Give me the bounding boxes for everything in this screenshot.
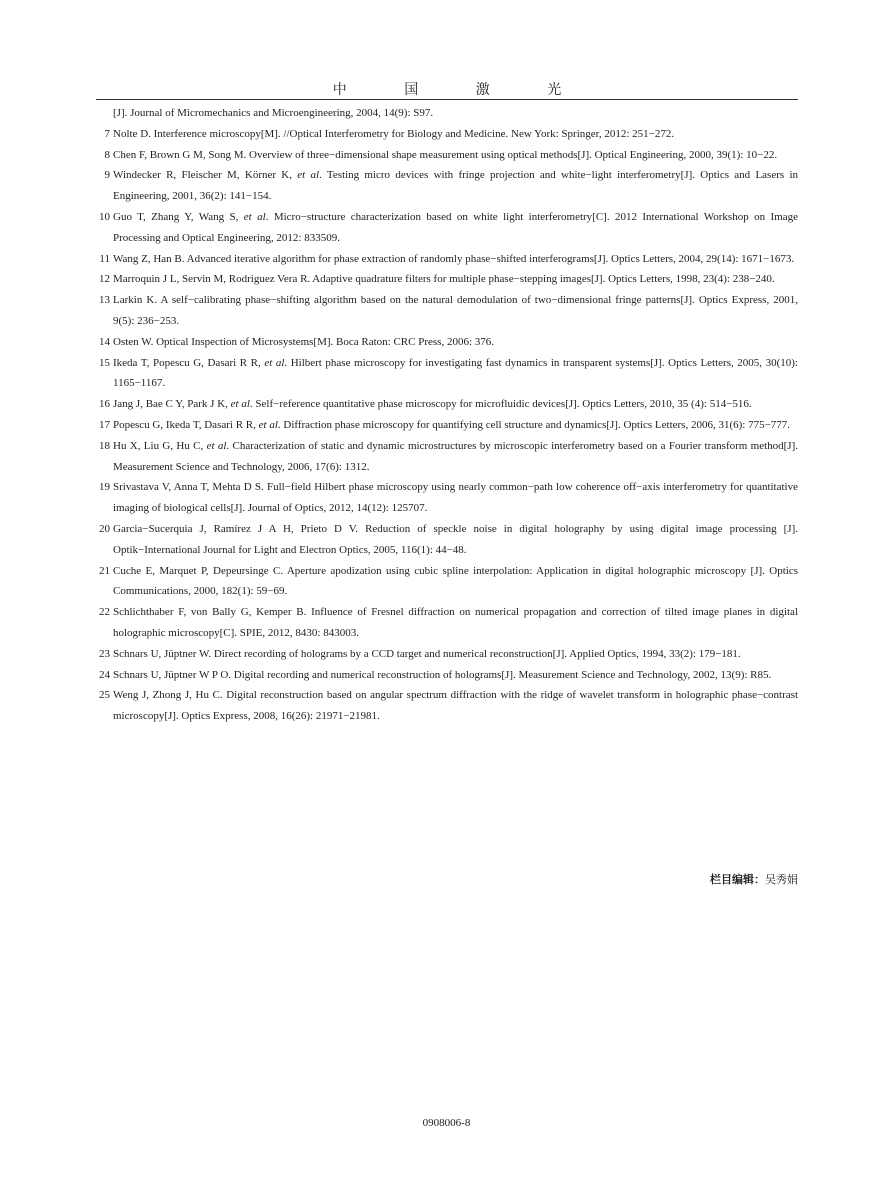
reference-number: 17	[99, 418, 110, 431]
et-al: et al	[206, 439, 227, 452]
reference-text: Cuche E, Marquet P, Depeursinge C. Aperture apodization using cubic spline interpolation: Application in digital holographic microscopy [J]. Optics Communications, 2000, 182(1): 59−69.	[113, 564, 798, 598]
reference-item	[96, 145, 798, 166]
reference-number: 20	[99, 522, 110, 535]
reference-list	[96, 103, 798, 727]
reference-text	[113, 440, 798, 473]
reference-text: Garcia−Sucerquia J, Ramírez J A H, Prieto D V. Reduction of speckle noise in digital holography by using digital image processing [J]. Optik−International Journal for Light and Electron Optics, 2005, 116(1): 44−48.	[113, 522, 798, 556]
reference-text	[113, 357, 798, 390]
reference-number: 14	[99, 335, 110, 348]
reference-authors: Jang J, Bae C Y, Park J K,	[113, 398, 231, 411]
reference-number: 7	[104, 127, 110, 140]
reference-text: Chen F, Brown G M, Song M. Overview of three−dimensional shape measurement using optical methods[J]. Optical Engineering, 2000, 39(1): 10−22.	[113, 148, 778, 161]
reference-item	[96, 165, 798, 207]
reference-number: 19	[99, 481, 110, 494]
running-header	[96, 81, 798, 100]
reference-rest: . Testing micro devices with fringe projection and white−light interferometry[J]. Optics and Lasers in Engineering, 2001, 36(2): 141−154.	[113, 169, 798, 203]
reference-item	[96, 394, 798, 415]
reference-item	[96, 436, 798, 478]
reference-number: 16	[99, 398, 110, 411]
reference-text: Nolte D. Interference microscopy[M]. //Optical Interferometry for Biology and Medicine. New York: Springer, 2012: 251−272.	[113, 127, 675, 140]
reference-authors: Ikeda T, Popescu G, Dasari R R,	[113, 356, 265, 369]
reference-item	[96, 269, 798, 290]
reference-number: 25	[99, 689, 110, 702]
reference-item	[96, 124, 798, 145]
reference-item	[96, 415, 798, 436]
et-al: et al	[230, 398, 250, 411]
reference-text: Osten W. Optical Inspection of Microsystems[M]. Boca Raton: CRC Press, 2006: 376.	[113, 335, 494, 348]
reference-item	[96, 519, 798, 561]
et-al: et al	[258, 418, 278, 431]
reference-item	[96, 561, 798, 603]
et-al: et al	[264, 356, 285, 369]
reference-text: Weng J, Zhong J, Hu C. Digital reconstruction based on angular spectrum diffraction with the ridge of wavelet transform in holographic phase−contrast microscopy[J]. Optics Express, 2008, 16(26): 21971−21981.	[113, 689, 798, 723]
reference-item	[96, 665, 798, 686]
reference-rest: . Diffraction phase microscopy for quantifying cell structure and dynamics[J]. Optics Letters, 2006, 31(6): 775−777.	[277, 418, 791, 431]
reference-text: Schlichthaber F, von Bally G, Kemper B. Influence of Fresnel diffraction on numerical propagation and correction of tilted image planes in digital holographic microscopy[C]. SPIE, 2012, 8430: 843003.	[113, 606, 798, 639]
reference-authors: Popescu G, Ikeda T, Dasari R R,	[113, 418, 259, 431]
reference-item	[96, 290, 798, 332]
reference-text: Larkin K. A self−calibrating phase−shifting algorithm based on the natural demodulation of two−dimensional fringe patterns[J]. Optics Express, 2001, 9(5): 236−253.	[113, 294, 798, 327]
reference-rest: . Characterization of static and dynamic microstructures by microscopic interferometry based on a Fourier transform method[J]. Measurement Science and Technology, 2006, 17(6): 1312.	[113, 439, 799, 473]
reference-text: Wang Z, Han B. Advanced iterative algorithm for phase extraction of randomly phase−shifted interferograms[J]. Optics Letters, 2004, 29(14): 1671−1673.	[113, 252, 795, 265]
reference-text	[113, 169, 798, 202]
et-al: et al	[297, 169, 320, 182]
page-number: 0908006-8	[422, 1117, 471, 1129]
reference-item	[96, 477, 798, 519]
reference-number: 8	[104, 148, 110, 161]
reference-text: [J]. Journal of Micromechanics and Microengineering, 2004, 14(9): S97.	[113, 107, 434, 119]
column-editor	[710, 872, 798, 888]
reference-6-continuation	[96, 103, 798, 124]
reference-number: 9	[104, 169, 110, 182]
reference-text: Schnars U, Jüptner W. Direct recording of holograms by a CCD target and numerical reconstruction[J]. Applied Optics, 1994, 33(2): 179−181.	[113, 647, 741, 660]
reference-number: 22	[99, 606, 110, 619]
reference-item	[96, 685, 798, 727]
journal-title: 中 国 激 光	[332, 83, 589, 98]
editor-name: 吴秀娟	[765, 874, 798, 886]
reference-number: 11	[99, 252, 110, 265]
reference-authors: Windecker R, Fleischer M, Körner K,	[113, 169, 298, 182]
reference-authors: Hu X, Liu G, Hu C,	[113, 439, 207, 452]
reference-number: 24	[99, 668, 110, 681]
et-al: et al	[243, 210, 266, 223]
reference-text: Srivastava V, Anna T, Mehta D S. Full−field Hilbert phase microscopy using nearly common−path low coherence off−axis interferometry for quantitative imaging of biological cells[J]. Journal of Optics, 2012, 14(12): 125707.	[113, 481, 798, 515]
reference-number: 12	[99, 273, 110, 286]
reference-rest: . Hilbert phase microscopy for investigating fast dynamics in transparent systems[J]. Optics Letters, 2005, 30(10): 1165−1167.	[113, 356, 798, 390]
reference-number: 15	[99, 356, 110, 369]
reference-text	[113, 398, 752, 410]
reference-rest: . Self−reference quantitative phase microscopy for microfluidic devices[J]. Optics Letters, 2010, 35 (4): 514−516.	[249, 398, 752, 411]
reference-number: 23	[99, 647, 110, 660]
reference-rest: . Micro−structure characterization based on white light interferometry[C]. 2012 International Workshop on Image Processing and Optical Engineering, 2012: 833509.	[113, 210, 798, 244]
editor-label: 栏目编辑：	[710, 873, 765, 886]
reference-item	[96, 332, 798, 353]
reference-item	[96, 249, 798, 270]
reference-text: Marroquin J L, Servin M, Rodriguez Vera R. Adaptive quadrature filters for multiple phase−stepping images[J]. Optics Letters, 1998, 23(4): 238−240.	[113, 273, 775, 286]
reference-text: Schnars U, Jüptner W P O. Digital recording and numerical reconstruction of holograms[J]. Measurement Science and Technology, 2002, 13(9): R85.	[113, 668, 772, 681]
reference-number: 13	[99, 294, 110, 307]
reference-text	[113, 419, 790, 431]
reference-authors: Guo T, Zhang Y, Wang S,	[113, 210, 244, 223]
reference-item	[96, 353, 798, 395]
reference-text	[113, 211, 798, 244]
reference-number: 18	[99, 439, 110, 452]
reference-number: 10	[99, 210, 110, 223]
reference-item	[96, 644, 798, 665]
reference-item	[96, 207, 798, 249]
reference-item	[96, 602, 798, 644]
reference-number: 21	[99, 564, 110, 577]
